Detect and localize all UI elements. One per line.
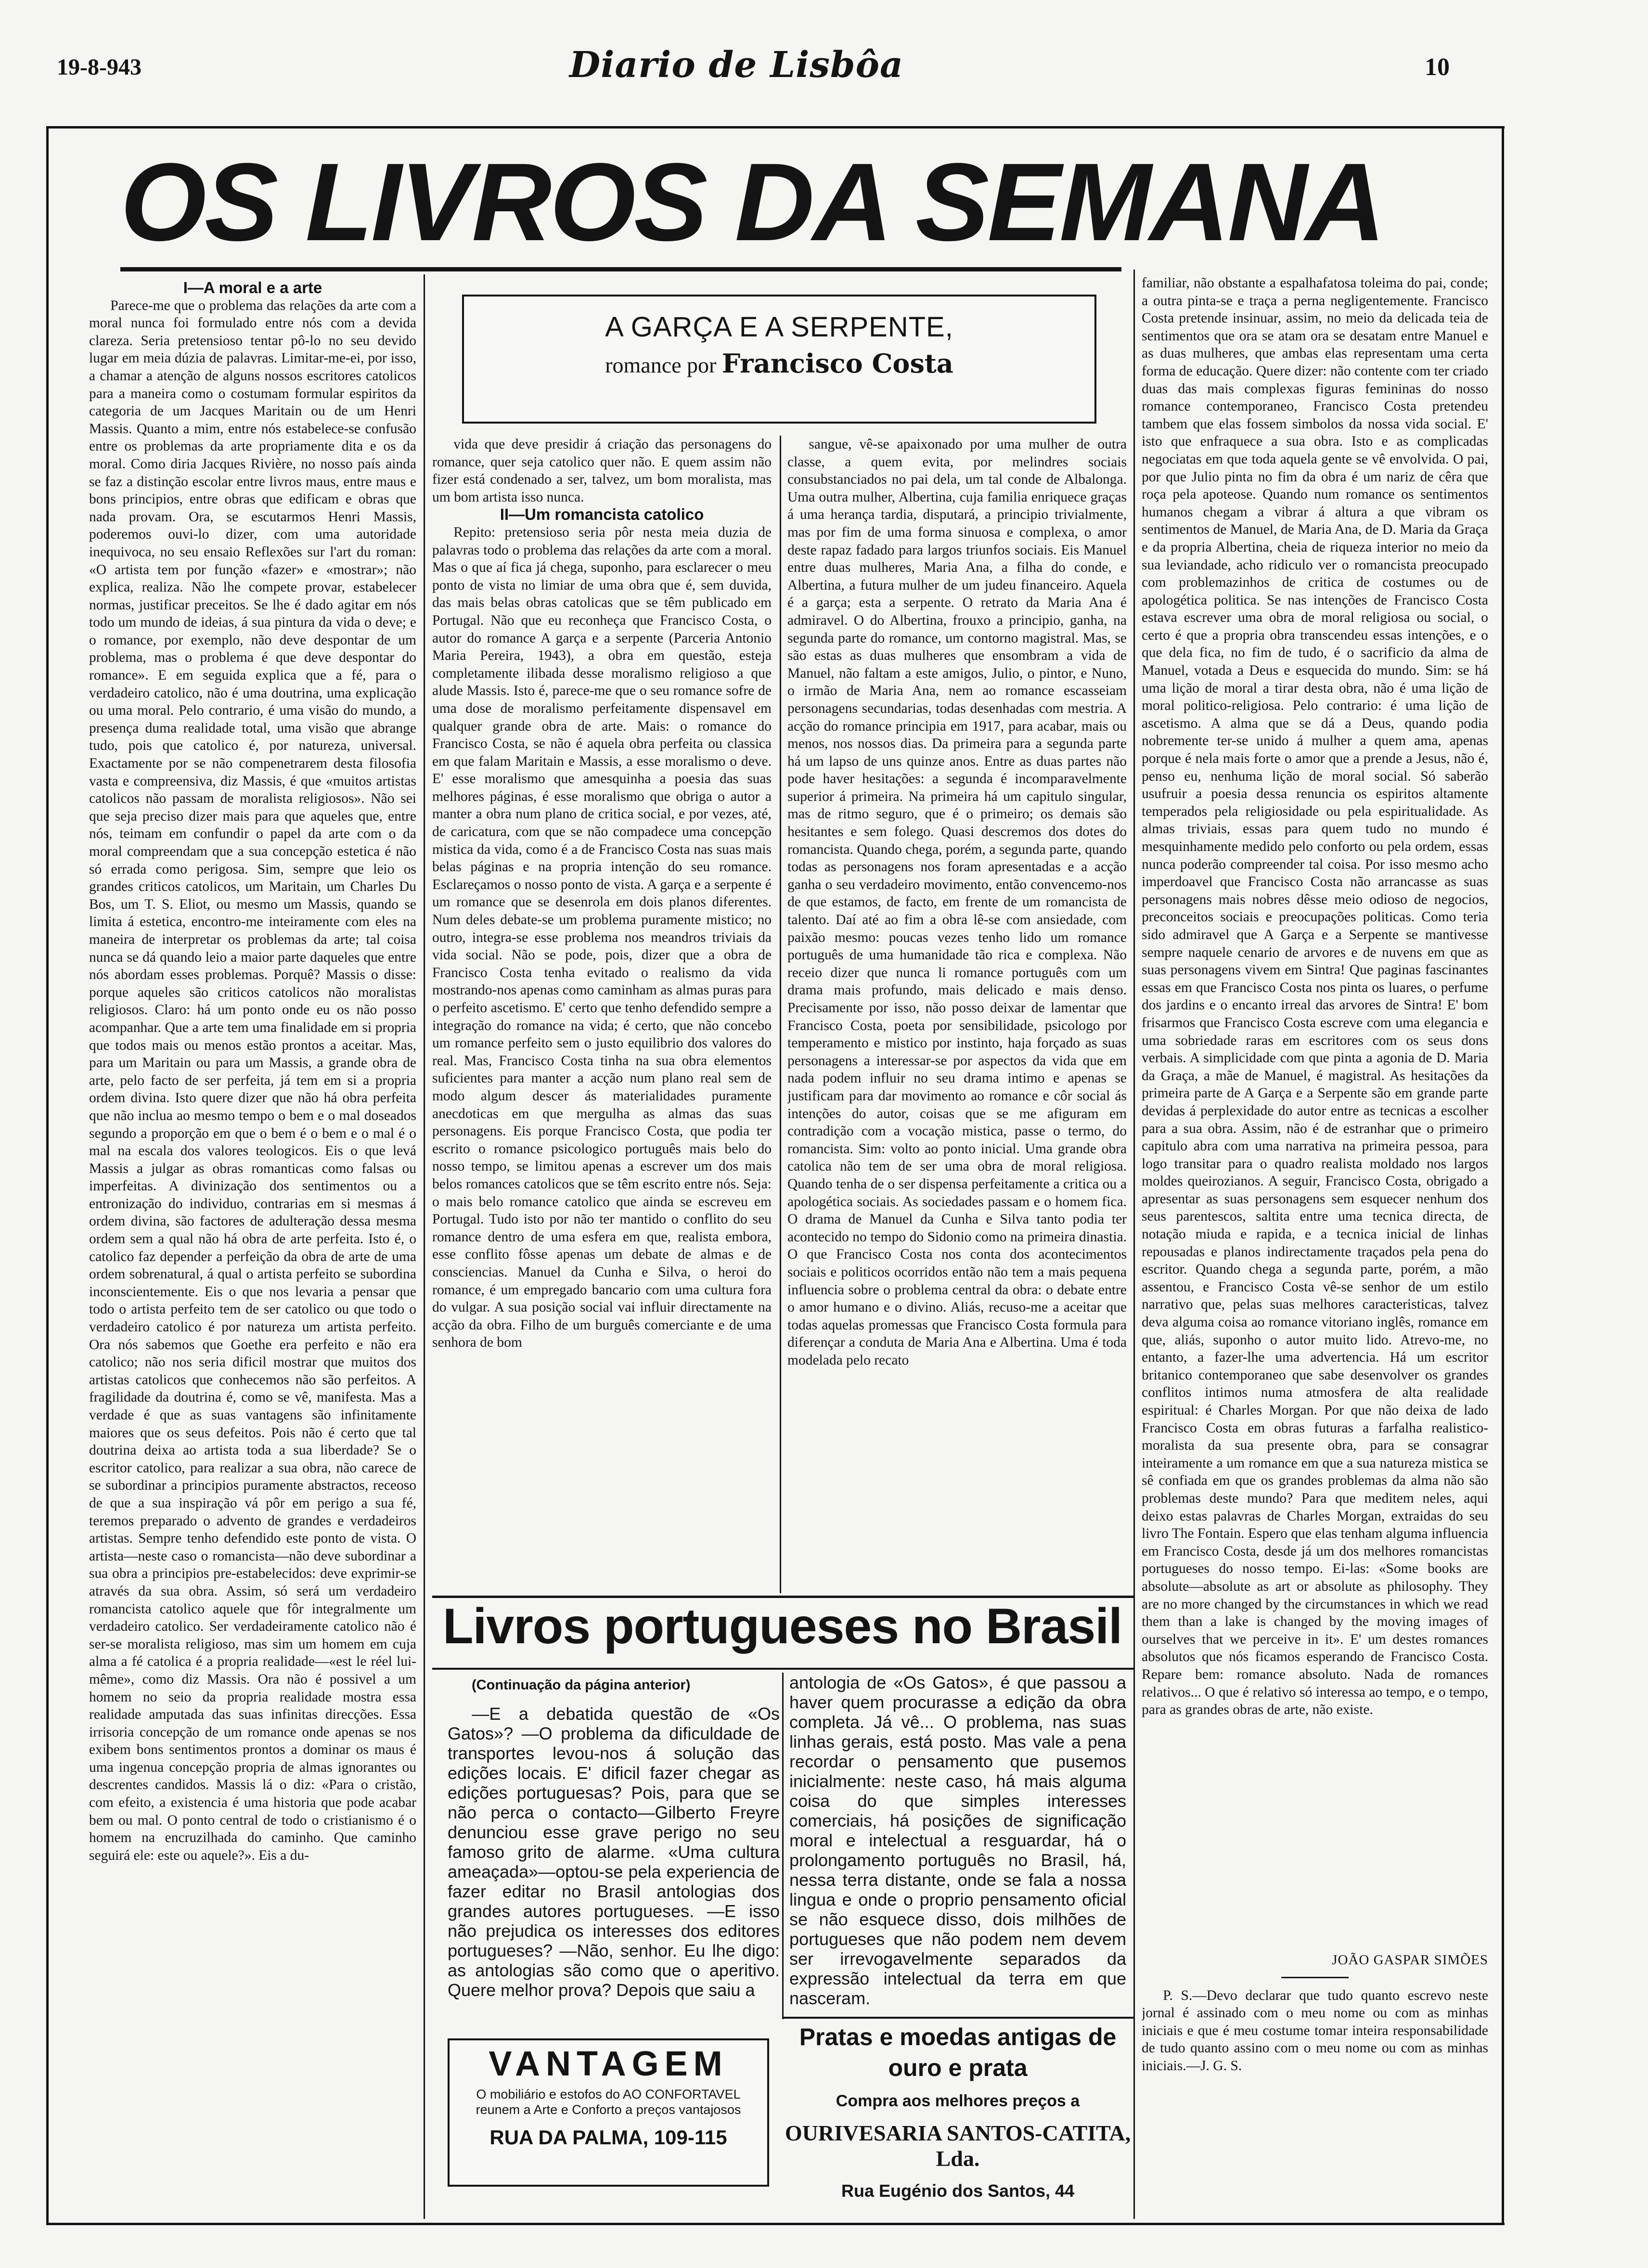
frame-top-rule: [46, 126, 1505, 129]
brasil-divider: [432, 1668, 1133, 1670]
column-divider: [780, 436, 781, 1593]
review-author: Francisco Costa: [721, 348, 953, 379]
frame-bottom-rule: [46, 2223, 1505, 2225]
banner-underline: [120, 267, 1121, 271]
author-signature: JOÃO GASPAR SIMÕES: [1332, 1952, 1488, 1968]
review-title-box: [462, 295, 1096, 424]
postscript: P. S.—Devo declarar que tudo quanto escrevo neste jornal é assinado com o meu nome ou com as minhas iniciais e que é meu costume tomar inteira responsabilidade de tudo quanto assino com o meu nome ou com as minhas iniciais.—J. G. S.: [1142, 1987, 1488, 2074]
review-byline-prefix: romance por: [605, 353, 717, 377]
section-heading: II—Um romancista catolico: [500, 505, 704, 524]
brasil-text: antologia de «Os Gatos», é que passou a haver quem procurasse a edição da obra completa. Já vê... O problema, nas suas linhas gerais, está posto. Mas vale a pena recordar o pensamento que pusemos inicialmente: neste caso, há mais alguma coisa do que simples interesses comerciais, há posições de significação moral e intelectual a resguardar, há o prolongamento português no Brasil, há, nessa terra distante, onde se fala a nossa lingua e onde o proprio pensamento oficial se não esquece disso, dois milhões de portugueses que não podem nem devem ser irrevogavelmente separados da expressão intelectual da terra em que nasceram.: [789, 1673, 1126, 2008]
article-text: Parece-me que o problema das relações da arte com a moral nunca foi formulado entre nós com a devida clareza. Seria pretensioso tentar pô-lo no seu devido lugar em meia dúzia de palavras. Limitar-me-ei, por isso, a chamar a atenção de alguns nossos escritores catolicos para a maneira como o costumam formular espiritos da categoria de um Jacques Maritain ou de um Henri Massis. Quanto a mim, entre nós estabelece-se confusão entre os problemas da arte propriamente dita e os da moral. Como diria Jacques Rivière, no nosso país ainda se faz a distinção escolar entre livros maus, entre maus e bons principios, entre obras que edificam e obras que nada provam. Ora, se escutarmos Henri Massis, poderemos ouvi-lo dizer, com uma autoridade inequivoca, no seu ensaio Reflexões sur l'art du roman: «O artista tem por função «fazer» e «mostrar»; não explica, realiza. Não lhe compete provar, estabelecer normas, justificar preceitos. Se lhe é dado agitar em nós todo um mundo de ideias, á sua pintura da vida o deve; e o romance, por exemplo, não deve despontar de um problema, mas o problema é que deve despontar do romance». E em seguida explica que a fé, para o verdadeiro catolico, não é uma doutrina, uma explicação ou uma moral. Pelo contrario, é uma visão do mundo, a presença duma realidade total, uma visão que abrange tudo, pois que catolico é, por natureza, universal. Exactamente por se não compenetrarem desta filosofia vasta e compreensiva, diz Massis, é que «muitos artistas catolicos não passam de moralista religiosos». Não sei que seja preciso dizer mais para que aqueles que, entre nós, teimam em confundir o papel da arte com o da moral compreendam que a sua concepção estetica é não só errada como perigosa. Sim, sempre que leio os grandes criticos catolicos, um Maritain, um Charles Du Bos, um T. S. Eliot, ou mesmo um Massis, quando se limita á estetica, encontro-me inteiramente com eles na maneira de interpretar os problemas da arte; tal coisa nunca se dá quando leio a maior parte daqueles que entre nós abordam esses problemas. Porquê? Massis o disse: porque aqueles são criticos catolicos não moralistas religiosos. Claro: há um ponto onde eu os não posso acompanhar. Que a arte tem uma finalidade em si propria que todos mais ou menos estão prontos a aceitar. Mas, para um Maritain ou para um Massis, a grande obra de arte, pelo facto de ser perfeita, já tem em si a propria ordem divina. Isto quere dizer que não há obra perfeita que não inclua ao mesmo tempo o bem e o mal doseados segundo a proporção em que o bem é o bem e o mal é o mal na escala dos valores teologicos. Eis o que levá Massis a julgar as obras romanticas como falsas ou imperfeitas. A divinização dos sentimentos ou a entronização do individuo, contrarias em si mesmas á ordem divina, são factores de adulteração dessa mesma ordem sem a qual não há obra de arte perfeita. Isto é, o catolico faz depender a perfeição da obra de arte de uma ordem sobrenatural, á qual o artista perfeito se subordina inconscientemente. Eis o que nos levaria a pensar que todo o artista perfeito tem de ser catolico ou que todo o verdadeiro catolico é por natureza um artista perfeito. Ora nós sabemos que Goethe era perfeito e não era catolico; não nos seria dificil mostrar que muitos dos artistas catolicos que conhecemos não são perfeitos. A fragilidade da doutrina é, como se vê, manifesta. Mas a verdade é que as suas vantagens são infinitamente maiores que os seus defeitos. Pois não é certo que tal doutrina deixa ao artista toda a sua liberdade? Se o escritor catolico, para realizar a sua obra, não carece de se subordinar a principios puramente abstractos, receoso de que a sua inspiração vá pôr em perigo a sua fé, teremos preparado o advento de grandes e verdadeiros artistas. Sempre tenho defendido este ponto de vista. O artista—neste caso o romancista—não deve subordinar a sua obra a principios pre-estabelecidos: deve exprimir-se através da sua obra. Assim, só será um verdadeiro romancista catolico aquele que fôr integralmente um verdadeiro catolico. Ser verdadeiramente catolico não é ser-se moralista religioso, mas sim um homem em cuja alma a fé catolica é a propria realidade—«est le réel lui-même», como diz Massis. Ora não é possivel a um homem no seio da propria realidade mostra essa realidade amputada das suas infinitas direcções. Essa irrisoria concepção de um romance onde apenas se nos exibem bons sentimentos prontos a dominar os maus é uma ingenua concepção propria de almas ignorantes ou descrentes candidos. Massis lá o diz: «Para o cristão, com efeito, a existencia é uma historia que pode acabar bem ou mal. O ponto central de todo o cristianismo é o homem na encruzilhada do caminho. Que caminho seguirá ele: este ou aquele?». Eis a du-: [89, 297, 416, 1863]
article-column-3: [787, 436, 1127, 1593]
article-text: familiar, não obstante a espalhafatosa toleima do pai, conde; a outra pinta-se e traça a perna negligentemente. Francisco Costa pretende insinuar, assim, no meio da delicada teia de sentimentos que ora se atam ora se desatam entre Manuel e as duas mulheres, que ambas elas representam uma certa forma de educação. Quere dizer: não contente com ter criado duas das mais complexas figuras femininas do nosso romance contemporaneo, Francisco Costa pretendeu tambem que elas fossem simbolos da nossa vida social. E' isto que enfraquece a sua obra. Isto e as complicadas negociatas em que toda aquela gente se vê envolvida. O pai, por que Julio pinta no fim da obra é um nariz de cêra que roça pela apoteose. Quando num romance os sentimentos humanos chegam a vibrar á altura a que vibram os sentimentos de Manuel, de Maria Ana, de D. Maria da Graça e da propria Albertina, cheia de riqueza interior no meio da sua leviandade, acho ridiculo ver o romancista preocupado com problemazinhos de critica de costumes ou de apologética politica. Se nas intenções de Francisco Costa estava escrever uma obra de moral religiosa ou social, o certo é que a propria obra transcendeu essas intenções, e o que dela fica, no fim de tudo, é o sacrificio da alma de Manuel, votada a Deus e esquecida do mundo. Sim: se há uma lição de moral a tirar desta obra, não é uma lição de moral politico-religiosa. Pelo contrario: é uma lição de ascetismo. A alma que se dá a Deus, quando podia nobremente ter-se unido á mulher a quem ama, apenas porque é nela mais forte o amor que a prende a Jesus, não é, penso eu, nenhuma lição de moral social. Só saberão usufruir a poesia dessa renuncia os espiritos altamente temperados pela religiosidade ou pela espiritualidade. As almas triviais, essas para quem tudo no mundo é mesquinhamente medido pelo conforto ou pela ordem, essas nunca poderão compreender tal coisa. Por isso mesmo acho imperdoavel que Francisco Costa não arrancasse as suas personagens mais nobres dêsse meio odioso de negocios, preconceitos sociais e preocupações politicas. Como teria sido admiravel que A Garça e a Serpente se mantivesse sempre naquele cenario de arvores e de nuvens em que as suas personagens vivem em Sintra! Que paginas fascinantes essas em que Francisco Costa nos pinta os luares, o perfume dos jardins e o encanto irreal das arvores de Sintra! E' bom frisarmos que Francisco Costa escreve com uma elegancia e uma sobriedade raras em escritores com os seus dons verbais. A simplicidade com que pinta a agonia de D. Maria da Graça, a mãe de Manuel, é magistral. As hesitações da primeira parte de A Garça e a Serpente são em grande parte devidas á perplexidade do autor entre as tecnicas a escolher para a sua obra. Assim, não é de estranhar que o primeiro capitulo abra com uma narrativa na primeira pessoa, para logo transitar para o quadro realista moldado nos largos moldes queirozianos. A seguir, Francisco Costa, obrigado a apresentar as suas personagens sem esquecer nenhum dos seus parentescos, saltita entre uma tecnica directa, de notação miuda e rapida, e a tecnica inicial de linhas repousadas e planos indirectamente traçados pela pena do escritor. Quando chega a segunda parte, porém, a mão assentou, e Francisco Costa vê-se senhor de um estilo narrativo que, pelas suas melhores caracteristicas, talvez deva alguma coisa ao romance vitoriano inglês, romance em que, aliás, suponho o autor muito lido. Atrevo-me, no entanto, a fazer-lhe uma advertencia. Há um escritor britanico contemporaneo que sabe desenvolver os grandes conflitos intimos numa atmosfera de alta realidade espiritual: é Charles Morgan. Por que não deixa de lado Francisco Costa em obras futuras a farfalha realistico-moralista da sua presente obra, para se consagrar inteiramente a um romance em que a sua natureza mistica se sê confiada em que os grandes problemas da alma não são problemas deste mundo? Para que meditem neles, aqui deixo estas palavras de Charles Morgan, extraidas do seu livro The Fontain. Espero que elas tenham alguma influencia em Francisco Costa, desde já um dos melhores romancistas portugueses do nosso tempo. Ei-las: «Some books are absolute—absolute as art or absolute as philosophy. They are no more changed by the circumstances in which we read them than a lake is changed by the moving images of ourselves that we perceive in it». E' um destes romances absolutos que nós ficamos esperando de Francisco Costa. Repare bem: romance absoluto. Nada de romances relativos... O que é relativo só interessa ao tempo, e o tempo, para as grandes obras de arte, não existe.: [1142, 275, 1488, 1718]
ad-vantagem-address: RUA DA PALMA, 109-115: [489, 2126, 727, 2149]
ad-vantagem-body: O mobiliário e estofos do AO CONFORTAVEL reunem a Arte e Conforto a preços vantajosos: [476, 2087, 741, 2117]
frame-right-rule: [1502, 126, 1504, 2225]
article-column-1: [89, 279, 416, 2219]
article-signature-block: [1142, 1945, 1488, 2214]
ad-pratas-address: Rua Eugénio dos Santos, 44: [841, 2181, 1075, 2201]
article-column-2: [432, 436, 772, 1593]
review-byline: [464, 348, 1094, 379]
signature-rule: [1281, 1977, 1349, 1978]
brasil-article-headline: Livros portugueses no Brasil: [443, 1598, 1122, 1654]
continuation-note: (Continuação da página anterior): [472, 1677, 691, 1693]
brasil-column-2: [789, 1673, 1126, 2010]
page-headline: OS LIVROS DA SEMANA: [120, 140, 1384, 264]
ad-pratas-line: Compra aos melhores preços a: [836, 2092, 1080, 2110]
column-divider: [424, 274, 425, 2219]
frame-left-rule: [46, 126, 49, 2225]
article-text: vida que deve presidir á criação das personagens do romance, quer seja catolico quer não. E quem assim não fizer está condenado a ser, talvez, um bom moralista, mas um bom artista isso nunca.: [432, 437, 772, 505]
ad-pratas: [785, 2022, 1131, 2214]
review-book-title: A GARÇA E A SERPENTE,: [605, 311, 953, 343]
ad-divider: [782, 2017, 1133, 2019]
ad-pratas-shop: OURIVESARIA SANTOS-CATITA, Lda.: [785, 2121, 1131, 2171]
article-text: Repito: pretensioso seria pôr nesta meia duzia de palavras todo o problema das relações da arte com a moral. Mas o que aí fica já chega, suponho, para esclarecer o meu ponto de vista no limiar de uma obra que é, sem duvida, das mais belas obras catolicas que se têm publicado em Portugal. Não que eu reconheça que Francisco Costa, o autor do romance A garça e a serpente (Parceria Antonio Maria Pereira, 1943), a obra em questão, esteja completamente ilibada desse moralismo religioso a que alude Massis. Isto é, parece-me que o seu romance sofre de uma dose de moralismo perfeitamente dispensavel em qualquer grande obra de arte. Mais: o romance do Francisco Costa, se não é aquela obra perfeita ou classica em que falam Maritain e Massis, a esse moralismo o deve. E' esse moralismo que amesquinha a poesia das suas melhores páginas, é esse moralismo que obriga o autor a manter a obra num plano de critica social, e por vezes, até, de caricatura, com que se não compadece uma concepção mistica da vida, como é a de Francisco Costa nas suas mais belas páginas e na propria intenção do seu romance. Esclareçamos o nosso ponto de vista. A garça e a serpente é um romance que se desenrola em dois planos diferentes. Num deles debate-se um problema puramente mistico; no outro, integra-se esse problema nos meandros triviais da vida social. Não se pode, pois, dizer que a obra de Francisco Costa tenha evitado o realismo da vida mostrando-nos apenas como caminham as almas puras para o perfeito ascetismo. E' certo que tenho defendido sempre a integração do romance na vida; é certo, que não concebo um romance perfeito sem o justo equilibrio dos valores do real. Mas, Francisco Costa tinha na sua obra elementos suficientes para manter a acção num plano real sem de modo algum descer ás materialidades puramente anecdoticas em que mergulha as almas das suas personagens. Eis porque Francisco Costa, que podia ter escrito o romance psicologico português mais belo do nosso tempo, se limitou apenas a escrever um dos mais belos romances catolicos que se têm escrito entre nós. Seja: o mais belo romance catolico que ainda se escreveu em Portugal. Tudo isto por não ter mantido o conflito do seu romance dentro de uma esfera em que, realista embora, esse conflito fôsse apenas um debate de almas e de consciencias. Manuel da Cunha e Silva, o heroi do romance, é um empregado bancario com uma cultura fora do vulgar. A sua posição social vai influir directamente na acção da obra. Filho de um burguês comerciante e de uma senhora de bom: [432, 524, 772, 1351]
ad-pratas-title: Pratas e moedas antigas de ouro e prata: [799, 2023, 1117, 2081]
brasil-column-1: [448, 1704, 780, 2012]
ad-vantagem: [448, 2038, 769, 2187]
ad-vantagem-title: VANTAGEM: [489, 2045, 728, 2083]
brasil-text: —E a debatida questão de «Os Gatos»? —O problema da dificuldade de transportes levou-nos á solução das edições locais. E' dificil fazer chegar as edições portuguesas? Pois, para que se não perca o contacto—Gilberto Freyre denunciou esse grave perigo no seu famoso grito de alarme. «Uma cultura ameaçada»—optou-se pela experiencia de fazer editar no Brasil antologias dos grandes autores portugueses. —E isso não prejudica os interesses dos editores portugueses? —Não, senhor. Eu lhe digo: as antologias são como que o aperitivo. Quere melhor prova? Depois que saiu a: [448, 1704, 780, 2000]
issue-date: 19-8-943: [57, 54, 142, 80]
article-text: sangue, vê-se apaixonado por uma mulher de outra classe, a quem evita, por melindres sociais consubstanciados no pai dela, um tal conde de Albalonga. Uma outra mulher, Albertina, cuja familia enriquece graças á uma herança tardia, disputará, a principio trivialmente, mas por fim de uma forma sinuosa e complexa, o amor deste rapaz fadado para largos triunfos sociais. Eis Manuel entre duas mulheres, Maria Ana, a filha do conde, e Albertina, a futura mulher de um judeu financeiro. Aquela é a garça; esta a serpente. O retrato da Maria Ana é admiravel. O do Albertina, frouxo a principio, ganha, na segunda parte do romance, um contorno magistral. Mas, se são estas as duas mulheres que ensombram a vida de Manuel, não faltam a este amigos, Julio, o pintor, e Nuno, o irmão de Maria Ana, nem ao romance escasseiam personagens secundarias, todas desenhadas com mestria. A acção do romance principia em 1917, para acabar, mais ou menos, nos nossos dias. Da primeira para a segunda parte há um lapso de uns quinze anos. Entre as duas partes não pode haver hesitações: a segunda é incomparavelmente superior á primeira. Na primeira há um capitulo singular, mas de ritmo seguro, que é o primeiro; os demais são hesitantes e sem folego. Quasi descremos dos dotes do romancista. Quando chega, porém, a segunda parte, quando todas as personagens nos foram apresentadas e a acção ganha o seu verdadeiro movimento, então convencemo-nos de que estamos, de facto, em frente de um romancista de talento. Daí até ao fim a obra lê-se com ansiedade, com paixão mesmo: poucas vezes tenho lido um romance português de uma humanidade tão rica e complexa. Não receio dizer que nunca li romance português com um drama mais profundo, mais delicado e mais denso. Precisamente por isso, não posso deixar de lamentar que Francisco Costa, poeta por sensibilidade, psicologo por temperamento e mistico por instinto, haja forçado as suas personagens a interessar-se por aspectos da vida que em nada podem influir no seu drama intimo e apenas se justificam para dar movimento ao romance e côr social ás intenções do autor, coisas que se me afiguram em contradição com a vocação mistica, passe o termo, do romancista. Sim: volto ao ponto inicial. Uma grande obra catolica não tem de ser uma obra de moral religiosa. Quando tenha de o ser dispensa perfeitamente a critica ou a apologética sociais. As sociedades passam e o homem fica. O drama de Manuel da Cunha e Silva tanto podia ter acontecido no tempo do Sidonio como na primeira dinastia. O que Francisco Costa nos conta dos acontecimentos sociais e politicos ocorridos então não tem a mais pequena influencia sobre o problema central da obra: o debate entre o amor humano e o divino. Aliás, recuso-me a aceitar que todas aquelas promessas que Francisco Costa formula para diferençar a conduta de Maria Ana e Albertina. Uma é toda modelada pelo recato: [787, 437, 1127, 1368]
article-column-4: [1142, 274, 1488, 1940]
newspaper-name: Diario de Lisbôa: [569, 44, 903, 86]
column-divider: [782, 1673, 784, 2019]
column-divider: [1133, 270, 1135, 2219]
section-heading: I—A moral e a arte: [183, 279, 322, 296]
page-number: 10: [1425, 53, 1450, 81]
